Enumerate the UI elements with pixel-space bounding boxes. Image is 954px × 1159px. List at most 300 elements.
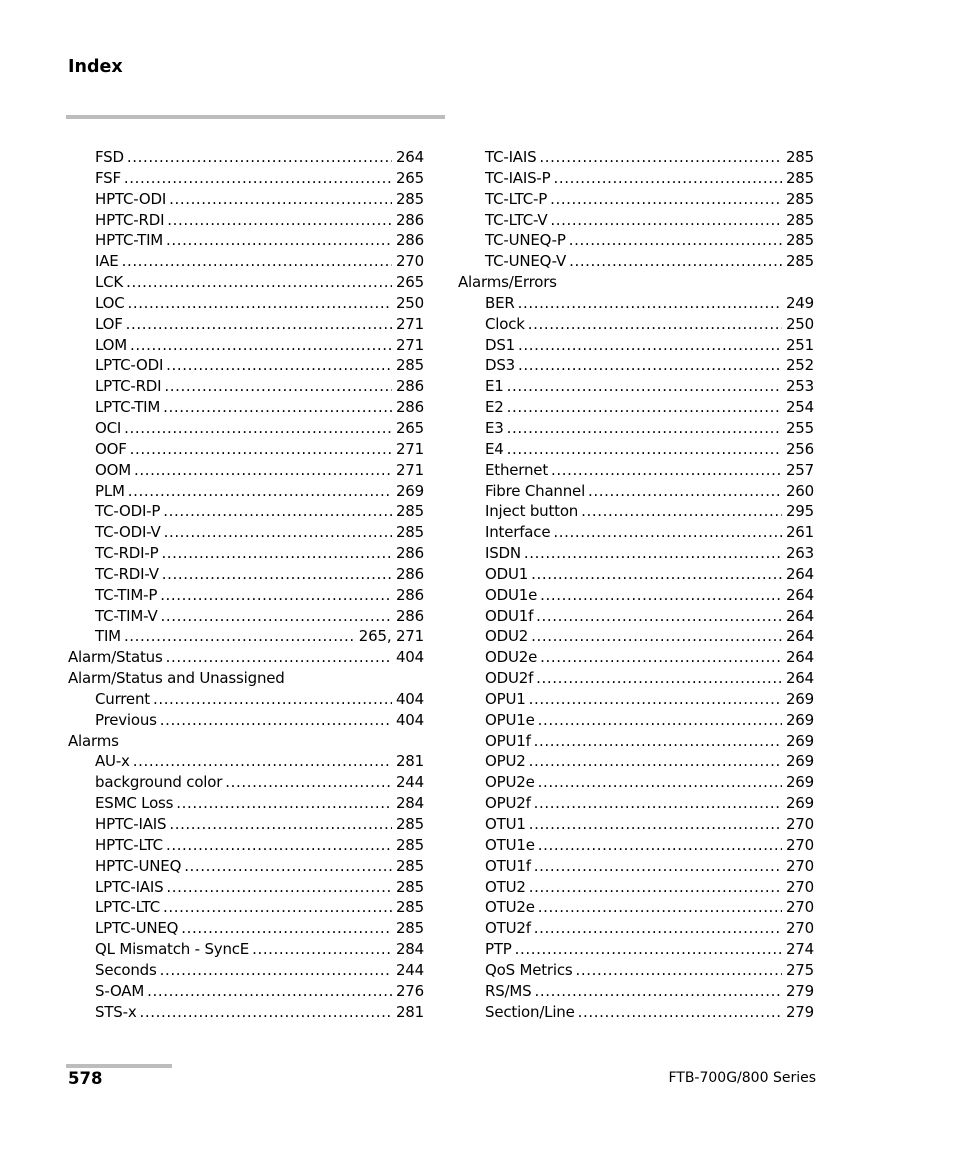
index-page-ref: 286 xyxy=(395,231,424,250)
dot-leader xyxy=(540,647,782,668)
dot-leader xyxy=(578,1002,782,1023)
index-entry xyxy=(68,585,424,606)
index-entry xyxy=(68,272,424,293)
index-page-ref: 244 xyxy=(395,960,424,979)
dot-leader xyxy=(528,314,782,335)
dot-leader xyxy=(128,293,392,314)
index-entry xyxy=(458,626,814,647)
index-entry xyxy=(458,877,814,898)
index-entry xyxy=(458,460,814,481)
index-page-ref: 270 xyxy=(785,856,814,875)
index-page-ref: 264 xyxy=(785,585,814,604)
index-entry xyxy=(68,439,424,460)
index-entry xyxy=(458,147,814,168)
index-term: STS-x xyxy=(95,1002,137,1021)
index-term: BER xyxy=(485,293,515,312)
index-term: ODU1 xyxy=(485,564,529,583)
index-entry xyxy=(68,481,424,502)
dot-leader xyxy=(536,606,782,627)
dot-leader xyxy=(166,355,392,376)
index-entry xyxy=(458,793,814,814)
index-page-ref: 271 xyxy=(395,460,424,479)
index-entry xyxy=(68,335,424,356)
index-entry xyxy=(68,543,424,564)
index-term: OTU1 xyxy=(485,815,526,833)
index-entry xyxy=(68,564,424,585)
index-term: FSF xyxy=(95,168,121,187)
index-entry xyxy=(458,668,814,689)
dot-leader xyxy=(169,814,392,835)
index-page-ref: 255 xyxy=(785,418,814,437)
dot-leader xyxy=(122,251,392,272)
index-term: OTU2e xyxy=(485,898,535,917)
index-term: TC-TIM-V xyxy=(95,606,158,625)
index-entry xyxy=(68,189,424,210)
dot-leader xyxy=(126,272,392,293)
dot-leader xyxy=(553,522,782,543)
index-page-ref: 264 xyxy=(785,627,814,646)
index-term: Inject button xyxy=(485,502,579,521)
dot-leader xyxy=(163,397,392,418)
index-page-ref: 279 xyxy=(785,981,814,1000)
dot-leader xyxy=(524,543,782,564)
index-term: LPTC-LTC xyxy=(95,898,161,917)
index-term: ODU2f xyxy=(485,669,534,688)
index-term: Previous xyxy=(95,710,157,729)
index-page-ref: 269 xyxy=(785,731,814,750)
dot-leader xyxy=(166,647,392,668)
index-term: LPTC-UNEQ xyxy=(95,919,179,938)
index-term: HPTC-TIM xyxy=(95,231,164,250)
dot-leader xyxy=(184,856,392,877)
index-term: ISDN xyxy=(485,544,521,563)
index-entry xyxy=(68,710,424,731)
index-page-ref: 265 xyxy=(395,418,424,437)
index-entry xyxy=(68,460,424,481)
index-term: PLM xyxy=(95,481,125,500)
index-page-ref: 261 xyxy=(785,523,814,542)
index-term: LPTC-TIM xyxy=(95,398,161,417)
index-term: IAE xyxy=(95,252,119,271)
index-page-ref: 269 xyxy=(785,710,814,729)
dot-leader xyxy=(531,626,782,647)
index-entry xyxy=(68,981,424,1002)
index-term: QL Mismatch - SyncE xyxy=(95,940,250,959)
dot-leader xyxy=(162,564,392,585)
index-term: Fibre Channel xyxy=(485,481,586,500)
index-page-ref: 269 xyxy=(785,794,814,813)
index-term: OOF xyxy=(95,439,127,458)
dot-leader xyxy=(161,543,392,564)
index-page-ref: 285 xyxy=(395,523,424,542)
index-page-ref: 251 xyxy=(785,335,814,354)
page-number: 578 xyxy=(68,1069,103,1088)
index-entry xyxy=(68,168,424,189)
dot-leader xyxy=(147,981,392,1002)
index-entry xyxy=(68,918,424,939)
dot-leader xyxy=(538,835,782,856)
index-entry xyxy=(68,897,424,918)
index-page-ref: 263 xyxy=(785,544,814,563)
dot-leader xyxy=(161,606,392,627)
index-entry xyxy=(68,668,424,689)
index-entry xyxy=(68,835,424,856)
index-term: TC-LTC-V xyxy=(485,210,548,229)
index-term: Alarms/Errors xyxy=(458,273,557,292)
dot-leader xyxy=(534,856,782,877)
index-entry xyxy=(68,856,424,877)
index-entry xyxy=(458,230,814,251)
dot-leader xyxy=(553,168,782,189)
index-entry xyxy=(68,647,424,668)
index-page-ref: 285 xyxy=(785,168,814,187)
index-term: LPTC-ODI xyxy=(95,356,164,375)
index-page-ref: 285 xyxy=(395,189,424,208)
index-entry xyxy=(68,293,424,314)
dot-leader xyxy=(153,689,392,710)
dot-leader xyxy=(507,397,782,418)
dot-leader xyxy=(127,147,392,168)
index-entry xyxy=(68,314,424,335)
index-page-ref: 249 xyxy=(785,293,814,312)
index-page-ref: 285 xyxy=(395,502,424,521)
index-page-ref: 260 xyxy=(785,481,814,500)
index-term: Current xyxy=(95,689,150,708)
index-term: OPU2 xyxy=(485,752,526,771)
index-page-ref: 271 xyxy=(395,439,424,458)
footer-divider xyxy=(66,1064,172,1068)
index-page-ref: 286 xyxy=(395,544,424,563)
index-entry xyxy=(458,585,814,606)
dot-leader xyxy=(550,210,782,231)
index-entry xyxy=(458,210,814,231)
index-term: TC-UNEQ-P xyxy=(485,231,566,250)
index-entry xyxy=(458,835,814,856)
index-page-ref: 276 xyxy=(395,981,424,1000)
index-page-ref: 286 xyxy=(395,606,424,625)
index-entry xyxy=(458,814,814,835)
index-entry xyxy=(68,251,424,272)
index-entry xyxy=(68,397,424,418)
dot-leader xyxy=(130,439,392,460)
dot-leader xyxy=(160,960,392,981)
index-page-ref: 270 xyxy=(785,877,814,896)
index-term: DS3 xyxy=(485,356,516,375)
index-entry xyxy=(68,793,424,814)
dot-leader xyxy=(529,877,782,898)
dot-leader xyxy=(581,501,782,522)
index-entry xyxy=(458,314,814,335)
dot-leader xyxy=(181,918,392,939)
index-page-ref: 281 xyxy=(395,1002,424,1021)
index-term: RS/MS xyxy=(485,981,532,1000)
dot-leader xyxy=(531,564,782,585)
index-term: HPTC-IAIS xyxy=(95,815,167,833)
index-term: TC-ODI-V xyxy=(95,523,161,542)
index-entry xyxy=(458,439,814,460)
index-term: Alarm/Status xyxy=(68,648,163,667)
dot-leader xyxy=(133,751,392,772)
dot-leader xyxy=(529,689,782,710)
index-term: OTU2 xyxy=(485,877,526,896)
dot-leader xyxy=(163,501,392,522)
index-page-ref: 270 xyxy=(395,252,424,271)
dot-leader xyxy=(140,1002,392,1023)
index-page-ref: 295 xyxy=(785,502,814,521)
dot-leader xyxy=(534,731,782,752)
index-page-ref: 269 xyxy=(395,481,424,500)
index-entry xyxy=(458,918,814,939)
index-entry xyxy=(68,814,424,835)
index-page-ref: 250 xyxy=(785,314,814,333)
index-entry xyxy=(458,168,814,189)
dot-leader xyxy=(167,210,392,231)
product-series: FTB-700G/800 Series xyxy=(668,1070,816,1086)
index-page-ref: 270 xyxy=(785,815,814,833)
index-entry xyxy=(458,251,814,272)
index-page-ref: 252 xyxy=(785,356,814,375)
dot-leader xyxy=(176,793,392,814)
index-page-ref: 270 xyxy=(785,835,814,854)
dot-leader xyxy=(569,251,782,272)
index-entry xyxy=(458,481,814,502)
index-term: E2 xyxy=(485,398,504,417)
index-entry xyxy=(458,606,814,627)
index-term: Alarms xyxy=(68,731,119,750)
dot-leader xyxy=(515,939,782,960)
index-page-ref: 250 xyxy=(395,293,424,312)
index-term: HPTC-ODI xyxy=(95,189,167,208)
index-entry xyxy=(68,689,424,710)
index-entry xyxy=(68,960,424,981)
index-term: OOM xyxy=(95,460,131,479)
index-page-ref: 264 xyxy=(785,564,814,583)
index-term: OPU2e xyxy=(485,773,535,792)
index-page-ref: 269 xyxy=(785,689,814,708)
dot-leader xyxy=(518,355,782,376)
index-page-ref: 279 xyxy=(785,1002,814,1021)
index-page-ref: 404 xyxy=(395,710,424,729)
index-entry xyxy=(68,522,424,543)
index-entry xyxy=(68,751,424,772)
dot-leader xyxy=(538,710,782,731)
index-term: background color xyxy=(95,773,223,792)
index-page-ref: 284 xyxy=(395,794,424,813)
index-page-ref: 271 xyxy=(395,314,424,333)
index-page-ref: 285 xyxy=(395,919,424,938)
index-entry xyxy=(68,355,424,376)
dot-leader xyxy=(540,585,782,606)
index-page-ref: 285 xyxy=(785,210,814,229)
index-page-ref: 269 xyxy=(785,752,814,771)
index-term: ODU1f xyxy=(485,606,534,625)
index-entry xyxy=(458,981,814,1002)
index-entry xyxy=(68,418,424,439)
index-page-ref: 274 xyxy=(785,940,814,959)
index-page-ref: 285 xyxy=(785,231,814,250)
dot-leader xyxy=(225,772,392,793)
index-page-ref: 286 xyxy=(395,377,424,396)
index-term: TC-UNEQ-V xyxy=(485,252,567,271)
index-entry xyxy=(458,856,814,877)
index-entry xyxy=(68,772,424,793)
index-term: TC-RDI-V xyxy=(95,564,159,583)
index-entry xyxy=(458,522,814,543)
index-term: HPTC-UNEQ xyxy=(95,856,182,875)
index-term: Clock xyxy=(485,314,525,333)
dot-leader xyxy=(507,376,782,397)
index-entry xyxy=(458,397,814,418)
index-term: ODU1e xyxy=(485,585,538,604)
index-term: DS1 xyxy=(485,335,516,354)
dot-leader xyxy=(534,981,782,1002)
index-term: TC-RDI-P xyxy=(95,544,159,563)
index-term: HPTC-LTC xyxy=(95,835,163,854)
index-page-ref: 404 xyxy=(395,689,424,708)
index-term: TC-ODI-P xyxy=(95,502,161,521)
index-page-ref: 286 xyxy=(395,398,424,417)
dot-leader xyxy=(252,939,392,960)
index-term: AU-x xyxy=(95,752,130,771)
index-page-ref: 285 xyxy=(395,815,424,833)
index-term: OCI xyxy=(95,418,122,437)
index-entry xyxy=(68,147,424,168)
dot-leader xyxy=(551,460,782,481)
index-term: TC-TIM-P xyxy=(95,585,158,604)
index-term: E3 xyxy=(485,418,504,437)
dot-leader xyxy=(169,189,392,210)
dot-leader xyxy=(130,335,392,356)
index-term: Interface xyxy=(485,523,551,542)
index-entry xyxy=(458,772,814,793)
index-term: OPU1e xyxy=(485,710,535,729)
index-term: ODU2e xyxy=(485,648,538,667)
index-column-right xyxy=(458,147,814,1022)
index-entry xyxy=(458,751,814,772)
index-term: OTU1f xyxy=(485,856,531,875)
index-entry xyxy=(458,710,814,731)
index-column-left xyxy=(68,147,424,1022)
index-page-ref: 265, 271 xyxy=(358,627,424,646)
index-entry xyxy=(458,897,814,918)
index-page-ref: 286 xyxy=(395,564,424,583)
dot-leader xyxy=(166,877,392,898)
index-page-ref: 264 xyxy=(785,669,814,688)
index-page-ref: 270 xyxy=(785,898,814,917)
index-entry xyxy=(458,564,814,585)
index-term: OPU2f xyxy=(485,794,531,813)
index-term: LCK xyxy=(95,273,124,292)
dot-leader xyxy=(164,522,392,543)
dot-leader xyxy=(529,751,782,772)
index-term: OTU2f xyxy=(485,919,531,938)
dot-leader xyxy=(128,481,392,502)
dot-leader xyxy=(124,626,355,647)
dot-leader xyxy=(576,960,782,981)
index-term: TIM xyxy=(95,627,121,646)
index-entry xyxy=(458,647,814,668)
dot-leader xyxy=(166,230,392,251)
index-term: Seconds xyxy=(95,960,157,979)
index-entry xyxy=(458,376,814,397)
index-entry xyxy=(458,960,814,981)
index-entry xyxy=(458,189,814,210)
index-page-ref: 264 xyxy=(395,148,424,166)
index-entry xyxy=(458,543,814,564)
index-term: E4 xyxy=(485,439,504,458)
index-term: ESMC Loss xyxy=(95,794,174,813)
index-page-ref: 285 xyxy=(785,252,814,271)
index-page-ref: 264 xyxy=(785,648,814,667)
dot-leader xyxy=(507,439,782,460)
page-title: Index xyxy=(68,57,123,77)
index-term: FSD xyxy=(95,148,124,166)
index-page-ref: 404 xyxy=(395,648,424,667)
index-term: LPTC-IAIS xyxy=(95,877,164,896)
index-page-ref: 286 xyxy=(395,210,424,229)
index-entry xyxy=(68,376,424,397)
index-term: Alarm/Status and Unassigned xyxy=(68,669,285,688)
index-page-ref: 285 xyxy=(395,835,424,854)
index-entry xyxy=(458,335,814,356)
index-page-ref: 286 xyxy=(395,585,424,604)
index-entry xyxy=(458,355,814,376)
index-entry xyxy=(68,230,424,251)
index-page-ref: 265 xyxy=(395,168,424,187)
index-entry xyxy=(68,877,424,898)
index-entry xyxy=(68,626,424,647)
dot-leader xyxy=(588,481,782,502)
dot-leader xyxy=(163,897,392,918)
index-page-ref: 254 xyxy=(785,398,814,417)
index-term: LOM xyxy=(95,335,127,354)
index-term: PTP xyxy=(485,940,512,959)
index-entry xyxy=(458,731,814,752)
index-term: Ethernet xyxy=(485,460,549,479)
index-entry xyxy=(68,606,424,627)
index-term: OPU1 xyxy=(485,689,526,708)
dot-leader xyxy=(538,897,782,918)
dot-leader xyxy=(126,314,392,335)
dot-leader xyxy=(507,418,782,439)
index-page-ref: 275 xyxy=(785,960,814,979)
dot-leader xyxy=(166,835,392,856)
index-page-ref: 284 xyxy=(395,940,424,959)
index-term: Section/Line xyxy=(485,1002,575,1021)
index-page-ref: 285 xyxy=(395,356,424,375)
index-entry xyxy=(458,418,814,439)
dot-leader xyxy=(529,814,782,835)
index-term: S-OAM xyxy=(95,981,145,1000)
index-entry xyxy=(68,731,424,752)
dot-leader xyxy=(518,335,782,356)
dot-leader xyxy=(134,460,392,481)
dot-leader xyxy=(539,147,782,168)
index-page-ref: 281 xyxy=(395,752,424,771)
index-page-ref: 270 xyxy=(785,919,814,938)
dot-leader xyxy=(160,585,392,606)
index-page-ref: 285 xyxy=(395,898,424,917)
index-term: LOC xyxy=(95,293,125,312)
index-term: ODU2 xyxy=(485,627,529,646)
index-term: OTU1e xyxy=(485,835,535,854)
index-entry xyxy=(458,1002,814,1023)
dot-leader xyxy=(536,668,782,689)
index-term: TC-IAIS xyxy=(485,148,537,166)
dot-leader xyxy=(124,418,392,439)
dot-leader xyxy=(569,230,782,251)
index-page-ref: 257 xyxy=(785,460,814,479)
